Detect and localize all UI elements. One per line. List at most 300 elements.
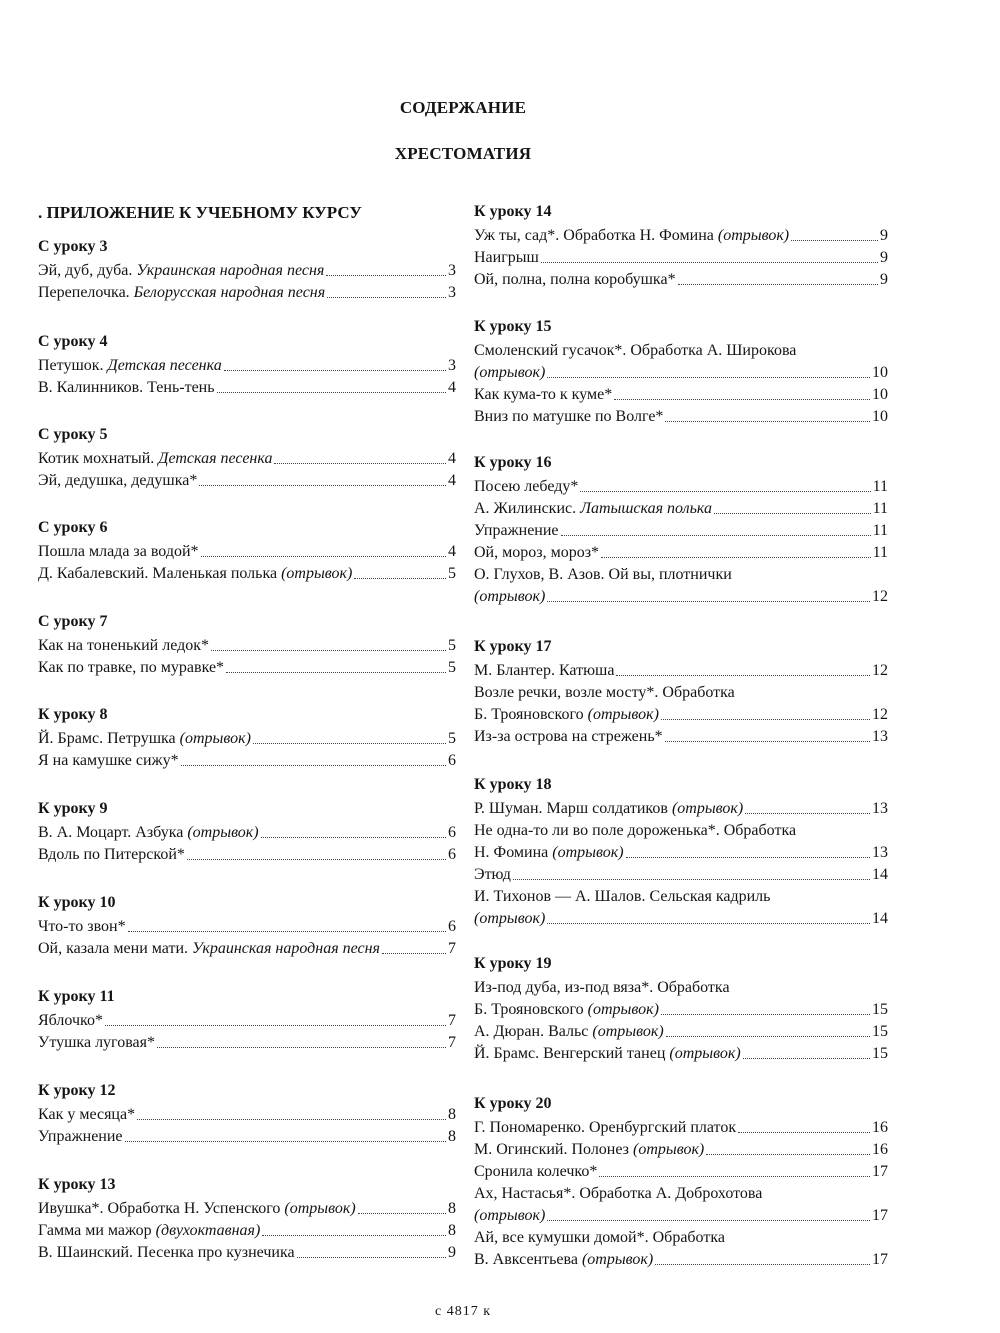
- lesson-heading: К уроку 18: [474, 776, 552, 793]
- entry-title: [38, 635, 209, 657]
- dot-leader: [137, 1113, 446, 1120]
- dot-leader: [745, 807, 870, 814]
- dot-leader: [274, 457, 446, 464]
- entry-text: Из-за острова на стрежень*: [474, 728, 663, 745]
- entry-note: (отрывок): [632, 1141, 705, 1158]
- entry-title: [38, 1198, 356, 1220]
- toc-entry: [474, 864, 888, 886]
- entry-title: [474, 225, 789, 247]
- entry-text: Упражнение: [474, 522, 559, 539]
- entry-title: [38, 1104, 135, 1126]
- lesson-heading: С уроку 4: [38, 333, 108, 350]
- entry-text: Уж ты, сад*. Обработка Н. Фомина: [474, 227, 718, 244]
- entry-title: [38, 1242, 295, 1264]
- entry-note: Детская песенка: [158, 450, 273, 467]
- entry-title: [474, 864, 511, 886]
- dot-leader: [326, 269, 446, 276]
- entry-title: [38, 470, 197, 492]
- page-number: 16: [872, 1141, 888, 1158]
- dot-leader: [601, 551, 871, 558]
- lesson-block: [474, 200, 888, 291]
- lesson-heading: К уроку 16: [474, 454, 552, 471]
- page-number: 7: [448, 1034, 456, 1051]
- page-number: 15: [872, 1045, 888, 1062]
- dot-leader: [253, 737, 446, 744]
- toc-entry: [38, 635, 456, 657]
- entry-note: (отрывок): [474, 1207, 546, 1224]
- entry-title: [474, 798, 743, 820]
- entry-text: Этюд: [474, 866, 511, 883]
- dot-leader: [616, 669, 870, 676]
- entry-text: Б. Трояновского: [474, 706, 588, 723]
- toc-entry: [474, 726, 888, 748]
- toc-entry: [38, 1032, 456, 1054]
- toc-entry: [474, 1249, 888, 1271]
- page-number: 10: [872, 364, 888, 381]
- toc-entry: [474, 999, 888, 1021]
- entry-title: [474, 498, 712, 520]
- entry-title: [38, 563, 352, 585]
- lesson-block: [474, 315, 888, 428]
- toc-entry: [474, 269, 888, 291]
- entry-note: (отрывок): [587, 1001, 659, 1018]
- lesson-block: [38, 985, 456, 1054]
- dot-leader: [201, 550, 446, 557]
- page-number: 4: [448, 472, 456, 489]
- entry-text: В. Авксентьева: [474, 1251, 582, 1268]
- entry-title-line: Из-под дуба, из-под вяза*. Обработка: [474, 979, 730, 996]
- entry-title: [474, 1043, 741, 1065]
- entry-note: (отрывок): [671, 800, 744, 817]
- toc-entry: [474, 1043, 888, 1065]
- lesson-heading: С уроку 7: [38, 613, 108, 630]
- dot-leader: [714, 507, 871, 514]
- page-number: 8: [448, 1222, 456, 1239]
- entry-title: [474, 384, 612, 406]
- page-number: 13: [872, 800, 888, 817]
- entry-title: [474, 908, 545, 930]
- entry-title-line: Ай, все кумушки домой*. Обработка: [474, 1229, 725, 1246]
- entry-text: Я на камушке сижу*: [38, 752, 179, 769]
- entry-text: М. Огинский. Полонез: [474, 1141, 633, 1158]
- toc-entry: [474, 1161, 888, 1183]
- lesson-block: [38, 797, 456, 866]
- entry-text: Петушок.: [38, 357, 108, 374]
- entry-text: М. Блантер. Катюша: [474, 662, 615, 679]
- dot-leader: [262, 1229, 446, 1236]
- dot-leader: [224, 364, 446, 371]
- page-number: 6: [448, 824, 456, 841]
- entry-text: Вдоль по Питерской*: [38, 846, 185, 863]
- entry-note: (отрывок): [179, 730, 251, 747]
- part-title: . ПРИЛОЖЕНИЕ К УЧЕБНОМУ КУРСУ: [38, 203, 362, 222]
- toc-entry: [38, 260, 456, 282]
- entry-text: А. Жилинскис.: [474, 500, 581, 517]
- entry-title: [474, 1117, 736, 1139]
- entry-text: Эй, дедушка, дедушка*: [38, 472, 198, 489]
- entry-text: Наигрыш: [474, 249, 539, 266]
- entry-note: Украинская народная песня: [136, 262, 325, 279]
- page-number: 12: [872, 706, 888, 723]
- dot-leader: [181, 759, 446, 766]
- entry-title-line: Ах, Настасья*. Обработка А. Доброхотова: [474, 1185, 763, 1202]
- entry-text: Упражнение: [38, 1128, 123, 1145]
- lesson-block: [38, 235, 456, 304]
- entry-note: (отрывок): [717, 227, 790, 244]
- page-number: 8: [448, 1128, 456, 1145]
- lesson-heading: С уроку 6: [38, 519, 108, 536]
- page-number: 17: [872, 1163, 888, 1180]
- toc-entry: [38, 844, 456, 866]
- toc-entry: [474, 842, 888, 864]
- toc-entry: [474, 498, 888, 520]
- entry-note: (отрывок): [474, 910, 546, 927]
- lesson-block: [38, 1173, 456, 1264]
- toc-entry: [38, 282, 456, 304]
- page-number: 8: [448, 1106, 456, 1123]
- entry-title: [38, 377, 215, 399]
- page-number: 7: [448, 940, 456, 957]
- entry-text: Как кума-то к куме*: [474, 386, 613, 403]
- entry-text: В. А. Моцарт. Азбука: [38, 824, 188, 841]
- page-number: 9: [880, 249, 888, 266]
- page-number: 11: [872, 478, 888, 495]
- page-number: 9: [880, 227, 888, 244]
- toc-entry: [38, 728, 456, 750]
- page-number: 5: [448, 659, 456, 676]
- lesson-heading: К уроку 20: [474, 1095, 552, 1112]
- entry-title: [474, 1205, 545, 1227]
- toc-entry: [474, 1117, 888, 1139]
- page-number: 14: [872, 910, 888, 927]
- toc-entry: [474, 542, 888, 564]
- entry-text: Пошла млада за водой*: [38, 543, 199, 560]
- dot-leader: [125, 1135, 446, 1142]
- entry-text: Посею лебеду*: [474, 478, 579, 495]
- toc-entry: [474, 362, 888, 384]
- page-number: 16: [872, 1119, 888, 1136]
- dot-leader: [661, 1008, 870, 1015]
- entry-text: Перепелочка.: [38, 284, 134, 301]
- dot-leader: [187, 853, 446, 860]
- page-number: 3: [448, 262, 456, 279]
- dot-leader: [791, 234, 878, 241]
- dot-leader: [547, 595, 870, 602]
- dot-leader: [738, 1126, 870, 1133]
- entry-text: Б. Трояновского: [474, 1001, 588, 1018]
- toc-entry: [38, 1010, 456, 1032]
- spacer: [38, 225, 456, 235]
- entry-text: Д. Кабалевский. Маленькая полька: [38, 565, 282, 582]
- toc-entry: [474, 798, 888, 820]
- page-number: 5: [448, 565, 456, 582]
- page-number: 15: [872, 1023, 888, 1040]
- toc-entry: [474, 1021, 888, 1043]
- toc-right-column: [474, 200, 888, 1271]
- page-number: 14: [872, 866, 888, 883]
- entry-text: Как у месяца*: [38, 1106, 136, 1123]
- dot-leader: [547, 917, 870, 924]
- lesson-heading: К уроку 17: [474, 638, 552, 655]
- entry-note: (отрывок): [592, 1023, 664, 1040]
- lesson-block: [474, 952, 888, 1065]
- dot-leader: [354, 572, 446, 579]
- print-code: с 4817 к: [434, 1304, 491, 1319]
- entry-title: [38, 1032, 155, 1054]
- toc-left-column: [38, 200, 456, 1289]
- lesson-heading: К уроку 13: [38, 1176, 116, 1193]
- entry-title: [474, 726, 663, 748]
- entry-text: Котик мохнатый.: [38, 450, 159, 467]
- dot-leader: [382, 947, 446, 954]
- entry-note: (отрывок): [552, 844, 624, 861]
- toc-entry: [38, 916, 456, 938]
- entry-note: (отрывок): [581, 1251, 654, 1268]
- entry-title: [474, 842, 624, 864]
- dot-leader: [743, 1052, 870, 1059]
- entry-title: [474, 586, 545, 608]
- lesson-block: [474, 773, 888, 930]
- toc-entry: [474, 704, 888, 726]
- entry-title: [474, 1139, 704, 1161]
- dot-leader: [261, 831, 446, 838]
- entry-text: Ой, казала мени мати.: [38, 940, 193, 957]
- entry-title: [38, 355, 222, 377]
- page-number: 11: [872, 522, 888, 539]
- entry-text: Н. Фомина: [474, 844, 553, 861]
- page-number: 17: [872, 1251, 888, 1268]
- entry-title: [38, 750, 179, 772]
- lesson-heading: К уроку 10: [38, 894, 116, 911]
- entry-note: Украинская народная песня: [192, 940, 380, 957]
- toc-entry: [38, 1126, 456, 1148]
- toc-entry: [38, 750, 456, 772]
- toc-entry: [474, 520, 888, 542]
- dot-leader: [547, 1214, 870, 1221]
- dot-leader: [580, 485, 870, 492]
- entry-title: [474, 1021, 664, 1043]
- page-number: 6: [448, 918, 456, 935]
- toc-entry: [38, 470, 456, 492]
- page-number: 7: [448, 1012, 456, 1029]
- dot-leader: [661, 713, 870, 720]
- entry-note: (отрывок): [284, 1200, 356, 1217]
- entry-text: Ой, мороз, мороз*: [474, 544, 600, 561]
- entry-text: Эй, дуб, дуба.: [38, 262, 137, 279]
- lesson-heading: С уроку 5: [38, 426, 108, 443]
- entry-title: [38, 448, 272, 470]
- entry-text: Как на тоненький ледок*: [38, 637, 209, 654]
- entry-title: [474, 1161, 597, 1183]
- page-number: 13: [872, 844, 888, 861]
- entry-note: Латышская полька: [580, 500, 712, 517]
- page-number: 8: [448, 1200, 456, 1217]
- toc-entry: [38, 938, 456, 960]
- toc-entry: [38, 657, 456, 679]
- toc-entry: [474, 247, 888, 269]
- entry-text: Й. Брамс. Петрушка: [38, 730, 180, 747]
- toc-entry: [38, 822, 456, 844]
- toc-entry: [474, 406, 888, 428]
- lesson-block: [38, 423, 456, 492]
- page-number: 6: [448, 752, 456, 769]
- page-subtitle: ХРЕСТОМАТИЯ: [394, 144, 532, 163]
- lesson-heading: К уроку 8: [38, 706, 108, 723]
- page-number: 10: [872, 408, 888, 425]
- entry-note: Белорусская народная песня: [133, 284, 326, 301]
- entry-title-line: О. Глухов, В. Азов. Ой вы, плотнички: [474, 566, 732, 583]
- toc-entry: [38, 448, 456, 470]
- entry-title: [474, 476, 578, 498]
- entry-note: Детская песенка: [107, 357, 222, 374]
- entry-title: [38, 728, 251, 750]
- entry-text: В. Шаинский. Песенка про кузнечика: [38, 1244, 295, 1261]
- toc-entry: [38, 1198, 456, 1220]
- entry-text: Г. Пономаренко. Оренбургский платок: [474, 1119, 737, 1136]
- toc-entry: [474, 384, 888, 406]
- lesson-block: [38, 610, 456, 679]
- entry-title: [474, 520, 559, 542]
- page-number: 5: [448, 730, 456, 747]
- dot-leader: [655, 1258, 870, 1265]
- entry-text: Как по травке, по муравке*: [38, 659, 225, 676]
- entry-text: Р. Шуман. Марш солдатиков: [474, 800, 672, 817]
- lesson-block: [38, 330, 456, 399]
- lesson-block: [474, 1092, 888, 1271]
- entry-text: Ивушка*. Обработка Н. Успенского: [38, 1200, 285, 1217]
- toc-entry: [38, 377, 456, 399]
- lesson-block: [38, 516, 456, 585]
- dot-leader: [547, 371, 870, 378]
- page-number: 10: [872, 386, 888, 403]
- lesson-block: [38, 891, 456, 960]
- lesson-heading: К уроку 15: [474, 318, 552, 335]
- dot-leader: [706, 1148, 870, 1155]
- dot-leader: [327, 291, 446, 298]
- lesson-block: [474, 635, 888, 748]
- lesson-heading: К уроку 9: [38, 800, 108, 817]
- entry-text: В. Калинников. Тень-тень: [38, 379, 215, 396]
- page-number: 5: [448, 637, 456, 654]
- lesson-heading: К уроку 12: [38, 1082, 116, 1099]
- page-number: 6: [448, 846, 456, 863]
- page-number: 9: [880, 271, 888, 288]
- dot-leader: [561, 529, 871, 536]
- page-title: СОДЕРЖАНИЕ: [399, 98, 527, 117]
- dot-leader: [105, 1019, 446, 1026]
- toc-entry: [38, 563, 456, 585]
- entry-title-line: И. Тихонов — А. Шалов. Сельская кадриль: [474, 888, 771, 905]
- dot-leader: [128, 925, 446, 932]
- dot-leader: [297, 1251, 446, 1258]
- entry-title: [474, 1249, 653, 1271]
- entry-title: [38, 1220, 260, 1242]
- page-number: 12: [872, 588, 888, 605]
- entry-title: [38, 282, 325, 304]
- toc-entry: [474, 908, 888, 930]
- dot-leader: [541, 256, 878, 263]
- toc-entry: [474, 476, 888, 498]
- entry-text: Сронила колечко*: [474, 1163, 598, 1180]
- entry-title: [474, 704, 659, 726]
- entry-title-line: Не одна-то ли во поле дороженька*. Обработка: [474, 822, 797, 839]
- lesson-block: [474, 451, 888, 608]
- lesson-block: [38, 1079, 456, 1148]
- toc-entry: [38, 355, 456, 377]
- dot-leader: [199, 479, 446, 486]
- page-number: 3: [448, 284, 456, 301]
- page-number: 9: [448, 1244, 456, 1261]
- page-number: 4: [448, 450, 456, 467]
- entry-title: [474, 269, 676, 291]
- entry-text: Что-то звон*: [38, 918, 126, 935]
- page-number: 4: [448, 543, 456, 560]
- dot-leader: [665, 415, 870, 422]
- dot-leader: [211, 644, 446, 651]
- dot-leader: [666, 1030, 870, 1037]
- toc-entry: [38, 541, 456, 563]
- entry-note: (отрывок): [587, 706, 659, 723]
- dot-leader: [626, 851, 870, 858]
- toc-entry: [474, 660, 888, 682]
- entry-title-line: Смоленский гусачок*. Обработка А. Широкова: [474, 342, 797, 359]
- entry-title: [38, 844, 185, 866]
- entry-title: [38, 541, 199, 563]
- toc-entry: [474, 225, 888, 247]
- page-number: 13: [872, 728, 888, 745]
- entry-note: (отрывок): [474, 364, 546, 381]
- page-number: 17: [872, 1207, 888, 1224]
- dot-leader: [599, 1170, 870, 1177]
- entry-title: [38, 1010, 103, 1032]
- entry-title: [474, 406, 663, 428]
- entry-note: (отрывок): [187, 824, 259, 841]
- toc-entry: [38, 1242, 456, 1264]
- dot-leader: [614, 393, 870, 400]
- entry-title: [38, 657, 224, 679]
- page-number: 3: [448, 357, 456, 374]
- page-number: 15: [872, 1001, 888, 1018]
- toc-entry: [38, 1220, 456, 1242]
- entry-text: Гамма ми мажор: [38, 1222, 156, 1239]
- entry-title-line: Возле речки, возле мосту*. Обработка: [474, 684, 735, 701]
- entry-title: [474, 660, 614, 682]
- entry-title: [474, 247, 539, 269]
- entry-note: (отрывок): [281, 565, 353, 582]
- lesson-heading: К уроку 19: [474, 955, 552, 972]
- entry-note: (отрывок): [474, 588, 546, 605]
- entry-title: [38, 822, 259, 844]
- dot-leader: [157, 1041, 446, 1048]
- toc-entry: [474, 586, 888, 608]
- lesson-heading: С уроку 3: [38, 238, 108, 255]
- entry-title: [474, 999, 659, 1021]
- entry-text: Яблочко*: [38, 1012, 103, 1029]
- lesson-block: [38, 703, 456, 772]
- entry-title: [474, 362, 545, 384]
- toc-entry: [474, 1139, 888, 1161]
- page-number: 4: [448, 379, 456, 396]
- toc-entry: [38, 1104, 456, 1126]
- dot-leader: [665, 735, 870, 742]
- dot-leader: [358, 1207, 446, 1214]
- toc-entry: [474, 1205, 888, 1227]
- entry-title: [38, 916, 126, 938]
- entry-text: Вниз по матушке по Волге*: [474, 408, 664, 425]
- dot-leader: [217, 386, 446, 393]
- entry-title: [38, 938, 380, 960]
- dot-leader: [226, 666, 446, 673]
